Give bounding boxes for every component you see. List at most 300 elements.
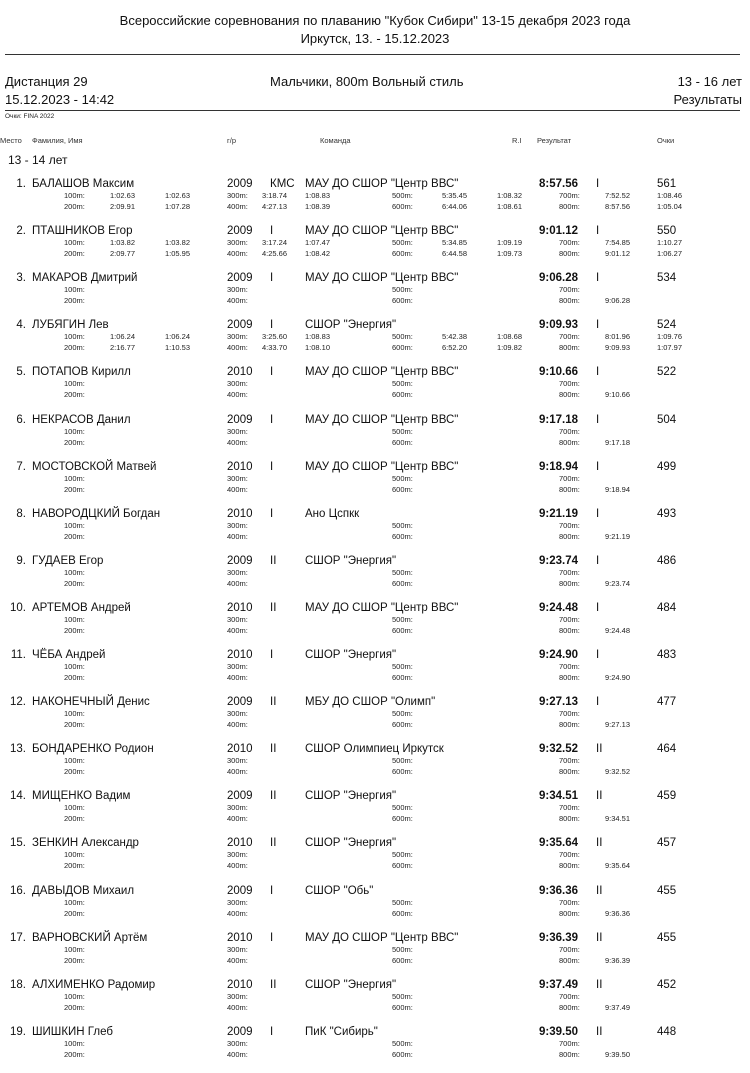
split-label-200: 200m: (64, 437, 85, 447)
split-label-300: 300m: (227, 285, 248, 295)
birth-year: 2010 (227, 931, 253, 944)
split-800: 9:32.52 (605, 767, 631, 777)
sport-category: I (270, 413, 274, 426)
rank: I (596, 319, 600, 332)
split-label-400: 400m: (227, 955, 248, 965)
split-label-700: 700m: (559, 191, 580, 200)
sport-category: I (270, 460, 274, 473)
result-entry (0, 743, 750, 790)
birth-year: 2010 (227, 507, 253, 520)
final-time: 9:06.28 (539, 272, 579, 285)
lap-300: 1:08.83 (305, 332, 331, 342)
team-name: СШОР "Энергия" (305, 319, 397, 332)
birth-year: 2010 (227, 460, 253, 473)
birth-year: 2010 (227, 978, 253, 991)
result-entry (0, 1026, 750, 1073)
points: 452 (657, 978, 677, 991)
points: 484 (657, 601, 677, 614)
split-label-600: 600m: (392, 296, 413, 306)
split-800: 9:24.48 (605, 625, 631, 635)
athlete-name: НАКОНЕЧНЫЙ Денис (32, 696, 150, 709)
split-label-200: 200m: (64, 390, 85, 400)
athlete-name: ВАРНОВСКИЙ Артём (32, 931, 148, 944)
lap-400: 1:08.10 (305, 343, 331, 353)
lap-800: 1:07.97 (657, 343, 683, 353)
split-label-500: 500m: (392, 332, 413, 342)
result-entry (0, 461, 750, 508)
split-300: 3:18.74 (262, 191, 288, 200)
final-time: 9:21.19 (539, 507, 579, 520)
split-label-200: 200m: (64, 1002, 85, 1012)
split-label-600: 600m: (392, 1049, 413, 1059)
athlete-name: ЗЕНКИН Александр (32, 837, 139, 850)
split-label-800: 800m: (559, 296, 580, 306)
split-800: 9:36.39 (605, 955, 631, 965)
split-label-100: 100m: (64, 756, 85, 766)
sport-category: II (270, 743, 277, 756)
points: 455 (657, 931, 677, 944)
split-label-500: 500m: (392, 567, 413, 577)
birth-year: 2009 (227, 413, 253, 426)
split-label-800: 800m: (559, 343, 580, 353)
lap-300: 1:08.83 (305, 191, 331, 200)
split-label-400: 400m: (227, 296, 248, 306)
split-label-300: 300m: (227, 426, 248, 436)
place: 18. (10, 978, 26, 991)
birth-year: 2009 (227, 696, 253, 709)
result-entry (0, 225, 750, 272)
split-label-500: 500m: (392, 1038, 413, 1048)
athlete-name: ЛУБЯГИН Лев (32, 319, 109, 332)
sport-category: I (270, 649, 274, 661)
split-label-600: 600m: (392, 578, 413, 588)
split-label-700: 700m: (559, 850, 580, 860)
sport-category: КМС (270, 178, 295, 190)
age-group-label: 13 - 14 лет (8, 153, 68, 167)
split-label-800: 800m: (559, 437, 580, 447)
lap-300: 1:07.47 (305, 238, 331, 248)
points: 459 (657, 790, 677, 803)
result-entry (0, 932, 750, 979)
athlete-name: ДАВЫДОВ Михаил (32, 884, 135, 897)
split-800: 9:23.74 (605, 578, 631, 588)
points: 486 (657, 554, 677, 567)
final-time: 9:18.94 (539, 460, 579, 473)
split-200: 2:09.77 (110, 249, 136, 259)
split-label-300: 300m: (227, 803, 248, 813)
split-label-100: 100m: (64, 332, 85, 342)
split-label-600: 600m: (392, 767, 413, 777)
place: 16. (10, 884, 26, 897)
lap-500: 1:09.19 (497, 238, 523, 248)
team-name: МАУ ДО СШОР "Центр ВВС" (305, 931, 459, 944)
split-label-100: 100m: (64, 1038, 85, 1048)
split-label-800: 800m: (559, 484, 580, 494)
final-time: 9:36.36 (539, 884, 579, 897)
split-label-500: 500m: (392, 709, 413, 719)
place: 2. (16, 225, 26, 238)
place: 5. (16, 366, 26, 379)
lap-700: 1:09.76 (657, 332, 683, 342)
split-label-500: 500m: (392, 662, 413, 671)
split-label-400: 400m: (227, 767, 248, 777)
birth-year: 2009 (227, 225, 253, 238)
split-label-800: 800m: (559, 720, 580, 730)
split-label-400: 400m: (227, 484, 248, 494)
col-points: Очки (657, 136, 675, 145)
split-label-700: 700m: (559, 1038, 580, 1048)
athlete-name: ПОТАПОВ Кирилл (32, 366, 131, 379)
split-label-700: 700m: (559, 614, 580, 624)
split-label-600: 600m: (392, 814, 413, 824)
sport-category: II (270, 696, 277, 709)
split-800: 9:10.66 (605, 390, 631, 400)
split-label-800: 800m: (559, 767, 580, 777)
split-200: 2:09.91 (110, 202, 136, 211)
lap-600: 1:09.82 (497, 343, 523, 353)
birth-year: 2010 (227, 837, 253, 850)
split-label-300: 300m: (227, 1038, 248, 1048)
split-800: 9:39.50 (605, 1049, 631, 1059)
rank: II (596, 978, 603, 991)
lap-100: 1:02.63 (165, 191, 191, 200)
result-entry (0, 366, 750, 413)
split-label-700: 700m: (559, 991, 580, 1001)
points: 483 (657, 649, 677, 661)
athlete-name: НЕКРАСОВ Данил (32, 413, 131, 426)
split-label-200: 200m: (64, 767, 85, 777)
split-label-700: 700m: (559, 756, 580, 766)
split-label-700: 700m: (559, 803, 580, 813)
split-label-100: 100m: (64, 473, 85, 483)
split-label-400: 400m: (227, 625, 248, 635)
team-name: МАУ ДО СШОР "Центр ВВС" (305, 460, 459, 473)
result-entry (0, 414, 750, 461)
rank: I (596, 366, 600, 379)
final-time: 9:01.12 (539, 225, 579, 238)
team-name: МАУ ДО СШОР "Центр ВВС" (305, 601, 459, 614)
split-label-700: 700m: (559, 944, 580, 954)
split-label-800: 800m: (559, 955, 580, 965)
split-label-100: 100m: (64, 238, 85, 248)
split-300: 3:25.60 (262, 332, 288, 342)
split-100: 1:02.63 (110, 191, 136, 200)
split-label-100: 100m: (64, 944, 85, 954)
team-name: Ано Цспкк (305, 507, 360, 520)
split-label-200: 200m: (64, 908, 85, 918)
split-label-700: 700m: (559, 473, 580, 483)
points: 504 (657, 413, 677, 426)
split-700: 7:52.52 (605, 191, 631, 200)
split-label-500: 500m: (392, 756, 413, 766)
split-300: 3:17.24 (262, 238, 288, 248)
split-label-100: 100m: (64, 191, 85, 200)
col-name: Фамилия, Имя (32, 136, 83, 145)
split-label-600: 600m: (392, 249, 413, 259)
sport-category: II (270, 837, 277, 850)
split-label-800: 800m: (559, 908, 580, 918)
result-entry (0, 555, 750, 602)
lap-400: 1:08.39 (305, 202, 331, 211)
rank: I (596, 649, 600, 661)
split-800: 9:21.19 (605, 531, 631, 541)
split-label-500: 500m: (392, 850, 413, 860)
points: 561 (657, 178, 677, 190)
team-name: СШОР "Энергия" (305, 554, 397, 567)
split-label-100: 100m: (64, 285, 85, 295)
split-label-400: 400m: (227, 673, 248, 682)
split-label-700: 700m: (559, 379, 580, 389)
split-label-300: 300m: (227, 991, 248, 1001)
team-name: МАУ ДО СШОР "Центр ВВС" (305, 272, 459, 285)
athlete-name: АРТЕМОВ Андрей (32, 601, 131, 614)
split-800: 9:35.64 (605, 861, 631, 871)
split-label-200: 200m: (64, 484, 85, 494)
lap-800: 1:06.27 (657, 249, 683, 259)
rank: II (596, 1025, 603, 1038)
lap-200: 1:10.53 (165, 343, 191, 353)
place: 7. (16, 460, 26, 473)
split-800: 9:34.51 (605, 814, 631, 824)
sport-category: II (270, 601, 277, 614)
split-label-600: 600m: (392, 437, 413, 447)
split-label-400: 400m: (227, 720, 248, 730)
split-700: 8:01.96 (605, 332, 631, 342)
split-label-200: 200m: (64, 343, 85, 353)
split-label-400: 400m: (227, 1002, 248, 1012)
split-label-500: 500m: (392, 944, 413, 954)
split-label-300: 300m: (227, 238, 248, 248)
sport-category: I (270, 507, 274, 520)
athlete-name: МИЩЕНКО Вадим (32, 790, 131, 803)
rank: II (596, 884, 603, 897)
split-label-500: 500m: (392, 379, 413, 389)
sport-category: II (270, 790, 277, 803)
split-label-200: 200m: (64, 531, 85, 541)
rank: I (596, 554, 600, 567)
split-label-700: 700m: (559, 285, 580, 295)
athlete-name: ЧЁБА Андрей (32, 649, 106, 661)
split-100: 1:03.82 (110, 238, 136, 248)
points: 464 (657, 743, 677, 756)
split-label-200: 200m: (64, 296, 85, 306)
lap-700: 1:10.27 (657, 238, 683, 248)
rank: I (596, 413, 600, 426)
split-label-500: 500m: (392, 473, 413, 483)
rank: II (596, 931, 603, 944)
final-time: 9:24.48 (539, 601, 579, 614)
split-label-700: 700m: (559, 662, 580, 671)
split-label-600: 600m: (392, 202, 413, 211)
competition-title: Всероссийские соревнования по плаванию "Кубок Сибири" 13-15 декабря 2023 года (119, 13, 631, 28)
birth-year: 2009 (227, 272, 253, 285)
rank: I (596, 460, 600, 473)
points: 524 (657, 319, 677, 332)
lap-800: 1:05.04 (657, 202, 683, 211)
athlete-name: ПТАШНИКОВ Егор (32, 225, 133, 238)
split-label-600: 600m: (392, 531, 413, 541)
split-label-100: 100m: (64, 567, 85, 577)
split-label-100: 100m: (64, 426, 85, 436)
rank: I (596, 225, 600, 238)
result-entry (0, 319, 750, 366)
split-label-700: 700m: (559, 709, 580, 719)
split-500: 5:34.85 (442, 238, 468, 248)
place: 12. (10, 696, 26, 709)
split-label-200: 200m: (64, 955, 85, 965)
sport-category: I (270, 1025, 274, 1038)
final-time: 9:17.18 (539, 413, 579, 426)
final-time: 9:34.51 (539, 790, 579, 803)
rank: I (596, 601, 600, 614)
split-label-200: 200m: (64, 720, 85, 730)
final-time: 8:57.56 (539, 178, 579, 190)
split-label-700: 700m: (559, 238, 580, 248)
rank: I (596, 272, 600, 285)
split-label-300: 300m: (227, 332, 248, 342)
split-label-500: 500m: (392, 191, 413, 200)
final-time: 9:39.50 (539, 1025, 579, 1038)
split-label-400: 400m: (227, 814, 248, 824)
split-label-400: 400m: (227, 202, 248, 211)
split-label-500: 500m: (392, 803, 413, 813)
split-label-600: 600m: (392, 720, 413, 730)
split-label-800: 800m: (559, 625, 580, 635)
split-label-100: 100m: (64, 850, 85, 860)
split-label-300: 300m: (227, 473, 248, 483)
points: 457 (657, 837, 677, 850)
split-800: 9:27.13 (605, 720, 631, 730)
split-label-800: 800m: (559, 861, 580, 871)
col-result: Результат (537, 136, 572, 145)
split-label-700: 700m: (559, 426, 580, 436)
split-label-200: 200m: (64, 861, 85, 871)
place: 15. (10, 837, 26, 850)
sport-category: II (270, 978, 277, 991)
split-800: 9:17.18 (605, 437, 631, 447)
split-label-500: 500m: (392, 285, 413, 295)
place: 1. (16, 178, 26, 190)
birth-year: 2010 (227, 743, 253, 756)
team-name: МАУ ДО СШОР "Центр ВВС" (305, 225, 459, 238)
split-label-400: 400m: (227, 437, 248, 447)
split-label-700: 700m: (559, 897, 580, 907)
results-label: Результаты (673, 92, 742, 107)
split-800: 9:36.36 (605, 908, 631, 918)
lap-200: 1:05.95 (165, 249, 191, 259)
split-label-600: 600m: (392, 1002, 413, 1012)
athlete-name: АЛХИМЕНКО Радомир (32, 978, 156, 991)
col-yob: г/р (227, 136, 236, 145)
split-800: 9:06.28 (605, 296, 631, 306)
birth-year: 2009 (227, 1025, 253, 1038)
result-entry (0, 508, 750, 555)
split-label-300: 300m: (227, 614, 248, 624)
rank: II (596, 790, 603, 803)
split-label-600: 600m: (392, 673, 413, 682)
split-label-100: 100m: (64, 379, 85, 389)
points: 522 (657, 366, 677, 379)
rank: I (596, 696, 600, 709)
result-entry (0, 602, 750, 649)
split-label-600: 600m: (392, 484, 413, 494)
lap-100: 1:06.24 (165, 332, 191, 342)
place: 13. (10, 743, 26, 756)
split-label-700: 700m: (559, 567, 580, 577)
split-400: 4:25.66 (262, 249, 288, 259)
split-label-700: 700m: (559, 520, 580, 530)
split-label-500: 500m: (392, 991, 413, 1001)
split-label-100: 100m: (64, 991, 85, 1001)
team-name: МАУ ДО СШОР "Центр ВВС" (305, 366, 459, 379)
lap-500: 1:08.68 (497, 332, 523, 342)
team-name: ПиК "Сибирь" (305, 1025, 378, 1038)
athlete-name: БАЛАШОВ Максим (32, 178, 135, 190)
final-time: 9:23.74 (539, 554, 579, 567)
team-name: МАУ ДО СШОР "Центр ВВС" (305, 413, 459, 426)
final-time: 9:24.90 (539, 649, 579, 661)
rank: II (596, 837, 603, 850)
split-400: 4:27.13 (262, 202, 288, 211)
place: 17. (10, 931, 26, 944)
split-500: 5:42.38 (442, 332, 468, 342)
split-label-200: 200m: (64, 673, 85, 682)
team-name: СШОР "Энергия" (305, 837, 397, 850)
athlete-name: НАВОРОДЦКИЙ Богдан (32, 507, 161, 520)
split-label-500: 500m: (392, 520, 413, 530)
athlete-name: МОСТОВСКОЙ Матвей (32, 460, 157, 473)
points: 499 (657, 460, 677, 473)
place: 3. (16, 272, 26, 285)
place: 19. (10, 1025, 26, 1038)
split-label-200: 200m: (64, 814, 85, 824)
sport-category: I (270, 931, 274, 944)
split-label-800: 800m: (559, 578, 580, 588)
lap-600: 1:09.73 (497, 249, 523, 259)
athlete-name: ШИШКИН Глеб (32, 1025, 113, 1038)
split-label-300: 300m: (227, 379, 248, 389)
result-entry (0, 696, 750, 743)
event-rule (5, 110, 740, 111)
col-ri: R.I (512, 136, 522, 145)
split-label-300: 300m: (227, 756, 248, 766)
lap-700: 1:08.46 (657, 191, 683, 200)
split-600: 6:44.06 (442, 202, 468, 211)
place: 11. (10, 649, 26, 661)
points-note: Очки: FINA 2022 (5, 113, 55, 120)
lap-600: 1:08.61 (497, 202, 523, 211)
header-rule (5, 54, 740, 55)
event-distance: Дистанция 29 (5, 74, 88, 89)
event-age: 13 - 16 лет (677, 74, 742, 89)
birth-year: 2009 (227, 319, 253, 332)
split-label-400: 400m: (227, 1049, 248, 1059)
split-label-100: 100m: (64, 803, 85, 813)
athlete-name: БОНДАРЕНКО Родион (32, 743, 154, 756)
competition-location-dates: Иркутск, 13. - 15.12.2023 (300, 31, 450, 46)
split-label-400: 400m: (227, 578, 248, 588)
split-label-800: 800m: (559, 1002, 580, 1012)
split-label-400: 400m: (227, 390, 248, 400)
split-label-400: 400m: (227, 249, 248, 259)
split-800: 9:09.93 (605, 343, 631, 353)
rank: I (596, 507, 600, 520)
birth-year: 2009 (227, 790, 253, 803)
split-label-600: 600m: (392, 861, 413, 871)
sport-category: I (270, 319, 274, 332)
result-entry (0, 837, 750, 884)
sport-category: I (270, 366, 274, 379)
